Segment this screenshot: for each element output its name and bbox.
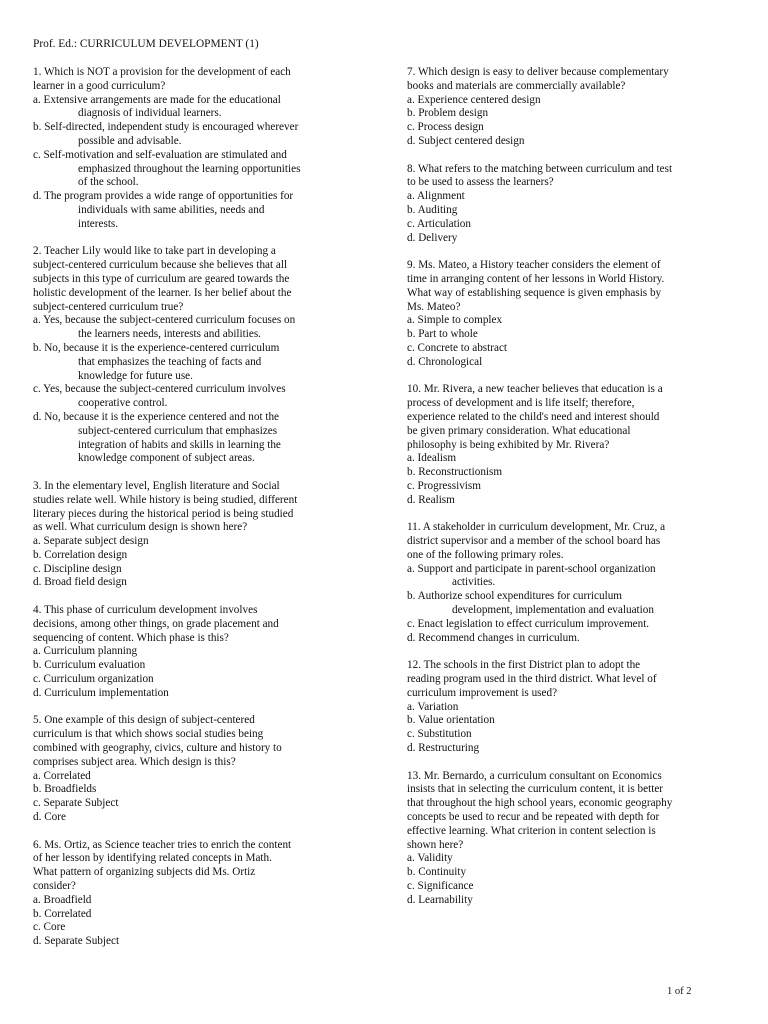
question-text-line: literary pieces during the historical period is being studied: [33, 507, 294, 520]
answer-option-line: a. Curriculum planning: [33, 645, 138, 658]
answer-option: [33, 645, 373, 659]
answer-option-line: c. Process design: [407, 121, 484, 134]
answer-option: [407, 590, 739, 618]
answer-option-line: b. Self-directed, independent study is encouraged wherever: [33, 121, 299, 134]
answer-option: [407, 480, 739, 494]
answer-option-line: c. Significance: [407, 880, 474, 893]
answer-option: [407, 714, 739, 728]
answer-option-line: d. No, because it is the experience centered and not the: [33, 410, 280, 423]
answer-option-line: knowledge component of subject areas.: [78, 452, 255, 465]
answer-option: [33, 149, 373, 190]
question-text: [33, 604, 373, 645]
answer-option-line: c. Curriculum organization: [33, 673, 154, 686]
answer-option-line: subject-centered curriculum that emphasizes: [78, 424, 278, 437]
answer-option: [407, 218, 739, 232]
page-number: 1 of 2: [667, 986, 692, 997]
answer-option: [33, 673, 373, 687]
answer-option-line: b. Broadfields: [33, 783, 97, 796]
answer-option: [407, 742, 739, 756]
question-text: [407, 659, 739, 700]
answer-option-line: a. Idealism: [407, 452, 457, 465]
question-text-line: subjects in this type of curriculum are geared towards the: [33, 272, 290, 285]
answer-option: [33, 811, 373, 825]
question-item: [407, 259, 739, 369]
question-item: [33, 245, 373, 466]
question-text: [33, 480, 373, 535]
question-text-line: books and materials are commercially available?: [407, 79, 626, 92]
question-text-line: Ms. Mateo?: [407, 300, 461, 313]
answer-option: [33, 314, 373, 342]
answer-option: [33, 121, 373, 149]
answer-option: [407, 728, 739, 742]
answer-option-line: diagnosis of individual learners.: [78, 107, 222, 120]
answer-option-line: b. Continuity: [407, 866, 467, 879]
answer-option-line: b. Authorize school expenditures for curriculum: [407, 590, 622, 603]
question-item: [407, 163, 739, 246]
answer-option-line: d. Core: [33, 811, 66, 824]
question-item: [33, 604, 373, 701]
answer-option-line: d. Chronological: [407, 355, 483, 368]
answer-option: [33, 770, 373, 784]
answer-option: [407, 135, 739, 149]
answer-option: [407, 328, 739, 342]
question-text-line: process of development and is life itself; therefore,: [407, 397, 635, 410]
question-text-line: that throughout the high school years, economic geography: [407, 797, 673, 810]
answer-option: [33, 797, 373, 811]
answer-option: [407, 563, 739, 591]
answer-option-line: emphasized throughout the learning opportunities: [78, 162, 301, 175]
answer-option-line: d. Separate Subject: [33, 935, 120, 948]
question-item: [407, 383, 739, 507]
question-item: [33, 839, 373, 949]
answer-option-line: c. Discipline design: [33, 562, 122, 575]
answer-option-line: d. Realism: [407, 493, 455, 506]
question-text: [407, 383, 739, 452]
answer-option-line: b. Reconstructionism: [407, 466, 503, 479]
question-text-line: subject-centered curriculum true?: [33, 300, 184, 313]
answer-option-line: a. Support and participate in parent-school organization: [407, 562, 656, 575]
question-text-line: What way of establishing sequence is given emphasis by: [407, 286, 662, 299]
question-text-line: studies relate well. While history is being studied, different: [33, 493, 298, 506]
answer-option-line: b. Part to whole: [407, 328, 478, 341]
answer-option-line: a. Separate subject design: [33, 535, 149, 548]
answer-option: [407, 894, 739, 908]
question-text-line: of her lesson by identifying related concepts in Math.: [33, 852, 272, 865]
answer-option: [33, 687, 373, 701]
question-text-line: insists that in selecting the curriculum content, it is better: [407, 783, 664, 796]
question-text: [33, 714, 373, 769]
question-text: [407, 770, 739, 853]
answer-option: [407, 314, 739, 328]
question-text-line: 12. The schools in the first District plan to adopt the: [407, 659, 641, 672]
question-text-line: reading program used in the third district. What level of: [407, 673, 657, 686]
answer-option: [33, 411, 373, 466]
answer-option-line: a. Broadfield: [33, 893, 92, 906]
answer-option-line: c. Concrete to abstract: [407, 341, 508, 354]
answer-option: [33, 342, 373, 383]
question-text-line: philosophy is being exhibited by Mr. Rivera?: [407, 438, 610, 451]
question-text-line: 13. Mr. Bernardo, a curriculum consultant on Economics: [407, 769, 662, 782]
question-text-line: as well. What curriculum design is shown here?: [33, 521, 248, 534]
answer-option: [33, 935, 373, 949]
answer-option: [33, 783, 373, 797]
answer-option-line: b. No, because it is the experience-centered curriculum: [33, 341, 280, 354]
question-text-line: decisions, among other things, on grade placement and: [33, 617, 279, 630]
question-text-line: time in arranging content of her lessons in World History.: [407, 272, 665, 285]
answer-option: [33, 563, 373, 577]
question-text-line: 3. In the elementary level, English literature and Social: [33, 479, 280, 492]
question-text-line: sequencing of content. Which phase is this?: [33, 631, 229, 644]
question-text: [33, 245, 373, 314]
answer-option-line: individuals with same abilities, needs and: [78, 203, 265, 216]
answer-option: [407, 701, 739, 715]
answer-option: [33, 576, 373, 590]
question-item: [33, 480, 373, 590]
page-title: Prof. Ed.: CURRICULUM DEVELOPMENT (1): [33, 38, 259, 50]
answer-option: [407, 866, 739, 880]
answer-option: [407, 232, 739, 246]
answer-option: [407, 107, 739, 121]
question-text-line: experience related to the child's need and interest should: [407, 410, 660, 423]
question-item: [33, 714, 373, 824]
question-text-line: holistic development of the learner. Is her belief about the: [33, 286, 292, 299]
question-text-line: district supervisor and a member of the school board has: [407, 535, 661, 548]
question-text-line: consider?: [33, 880, 76, 893]
answer-option-line: d. Subject centered design: [407, 134, 525, 147]
answer-option-line: of the school.: [78, 176, 139, 189]
question-text: [33, 66, 373, 94]
answer-option: [407, 204, 739, 218]
question-text-line: curriculum is that which shows social studies being: [33, 728, 264, 741]
answer-option: [33, 190, 373, 231]
answer-option-line: c. Substitution: [407, 728, 472, 741]
answer-option-line: the learners needs, interests and abilities.: [78, 328, 261, 341]
answer-option-line: cooperative control.: [78, 397, 168, 410]
answer-option-line: d. The program provides a wide range of opportunities for: [33, 190, 294, 203]
question-item: [407, 659, 739, 756]
answer-option-line: c. Core: [33, 921, 66, 934]
answer-option-line: b. Correlated: [33, 907, 92, 920]
answer-option-line: a. Variation: [407, 700, 459, 713]
answer-option-line: c. Self-motivation and self-evaluation are stimulated and: [33, 148, 287, 161]
answer-option-line: interests.: [78, 217, 119, 230]
answer-option: [33, 908, 373, 922]
question-text-line: 8. What refers to the matching between curriculum and test: [407, 162, 673, 175]
answer-option-line: knowledge for future use.: [78, 369, 193, 382]
question-text: [407, 521, 739, 562]
question-item: [407, 770, 739, 908]
answer-option: [33, 383, 373, 411]
answer-option: [407, 632, 739, 646]
answer-option: [33, 94, 373, 122]
question-text-line: 9. Ms. Mateo, a History teacher considers the element of: [407, 259, 661, 272]
question-text-line: comprises subject area. Which design is this?: [33, 755, 236, 768]
answer-option-line: a. Yes, because the subject-centered curriculum focuses on: [33, 314, 296, 327]
answer-option: [407, 618, 739, 632]
answer-option-line: d. Curriculum implementation: [33, 686, 169, 699]
answer-option-line: a. Validity: [407, 852, 453, 865]
answer-option-line: d. Broad field design: [33, 576, 127, 589]
question-text-line: curriculum improvement is used?: [407, 686, 558, 699]
question-text-line: 5. One example of this design of subject-centered: [33, 714, 255, 727]
answer-option-line: c. Articulation: [407, 217, 471, 230]
answer-option-line: d. Delivery: [407, 231, 458, 244]
question-text: [407, 259, 739, 314]
question-text-line: learner in a good curriculum?: [33, 79, 166, 92]
answer-option: [407, 494, 739, 508]
question-text-line: one of the following primary roles.: [407, 548, 564, 561]
answer-option-line: b. Value orientation: [407, 714, 495, 727]
answer-option: [33, 549, 373, 563]
question-text-line: 7. Which design is easy to deliver because complementary: [407, 66, 669, 78]
question-text-line: be given primary consideration. What educational: [407, 424, 631, 437]
right-column: [407, 66, 739, 921]
answer-option-line: c. Progressivism: [407, 479, 481, 492]
question-text-line: subject-centered curriculum because she believes that all: [33, 259, 288, 272]
answer-option: [407, 121, 739, 135]
answer-option-line: possible and advisable.: [78, 134, 182, 147]
question-text-line: to be used to assess the learners?: [407, 176, 554, 189]
answer-option: [407, 466, 739, 480]
answer-option: [33, 894, 373, 908]
question-text-line: 2. Teacher Lily would like to take part in developing a: [33, 245, 276, 258]
answer-option-line: b. Curriculum evaluation: [33, 659, 146, 672]
answer-option: [33, 535, 373, 549]
question-text-line: 11. A stakeholder in curriculum development, Mr. Cruz, a: [407, 521, 666, 534]
answer-option-line: a. Alignment: [407, 190, 465, 203]
answer-option-line: a. Simple to complex: [407, 314, 503, 327]
answer-option-line: a. Experience centered design: [407, 93, 541, 106]
answer-option-line: development, implementation and evaluation: [452, 604, 654, 617]
question-text-line: 10. Mr. Rivera, a new teacher believes that education is a: [407, 383, 663, 396]
answer-option-line: b. Correlation design: [33, 548, 128, 561]
answer-option-line: a. Correlated: [33, 769, 91, 782]
answer-option-line: activities.: [452, 576, 496, 589]
answer-option: [407, 356, 739, 370]
question-text-line: combined with geography, civics, culture and history to: [33, 742, 282, 755]
question-text-line: 1. Which is NOT a provision for the development of each: [33, 66, 291, 78]
question-text-line: shown here?: [407, 838, 464, 851]
left-column: [33, 66, 373, 963]
question-text-line: 4. This phase of curriculum development involves: [33, 604, 258, 617]
answer-option: [407, 452, 739, 466]
answer-option: [33, 659, 373, 673]
question-text-line: What pattern of organizing subjects did Ms. Ortiz: [33, 866, 256, 879]
answer-option-line: c. Yes, because the subject-centered curriculum involves: [33, 383, 286, 396]
answer-option: [407, 342, 739, 356]
answer-option-line: d. Recommend changes in curriculum.: [407, 631, 580, 644]
question-item: [407, 521, 739, 645]
answer-option-line: d. Restructuring: [407, 742, 480, 755]
question-text: [407, 163, 739, 191]
answer-option-line: b. Problem design: [407, 107, 489, 120]
question-item: [407, 66, 739, 149]
answer-option: [407, 852, 739, 866]
answer-option: [407, 94, 739, 108]
answer-option: [407, 190, 739, 204]
answer-option: [33, 921, 373, 935]
answer-option-line: a. Extensive arrangements are made for the educational: [33, 93, 281, 106]
question-text: [407, 66, 739, 94]
answer-option-line: c. Separate Subject: [33, 797, 119, 810]
question-text-line: 6. Ms. Ortiz, as Science teacher tries to enrich the content: [33, 838, 292, 851]
question-text-line: concepts be used to recur and be repeated with depth for: [407, 811, 660, 824]
question-text-line: effective learning. What criterion in content selection is: [407, 824, 656, 837]
answer-option-line: d. Learnability: [407, 893, 473, 906]
answer-option-line: integration of habits and skills in learning the: [78, 438, 281, 451]
question-item: [33, 66, 373, 232]
question-text: [33, 839, 373, 894]
answer-option-line: c. Enact legislation to effect curriculum improvement.: [407, 617, 650, 630]
answer-option: [407, 880, 739, 894]
answer-option-line: b. Auditing: [407, 203, 458, 216]
answer-option-line: that emphasizes the teaching of facts and: [78, 355, 262, 368]
